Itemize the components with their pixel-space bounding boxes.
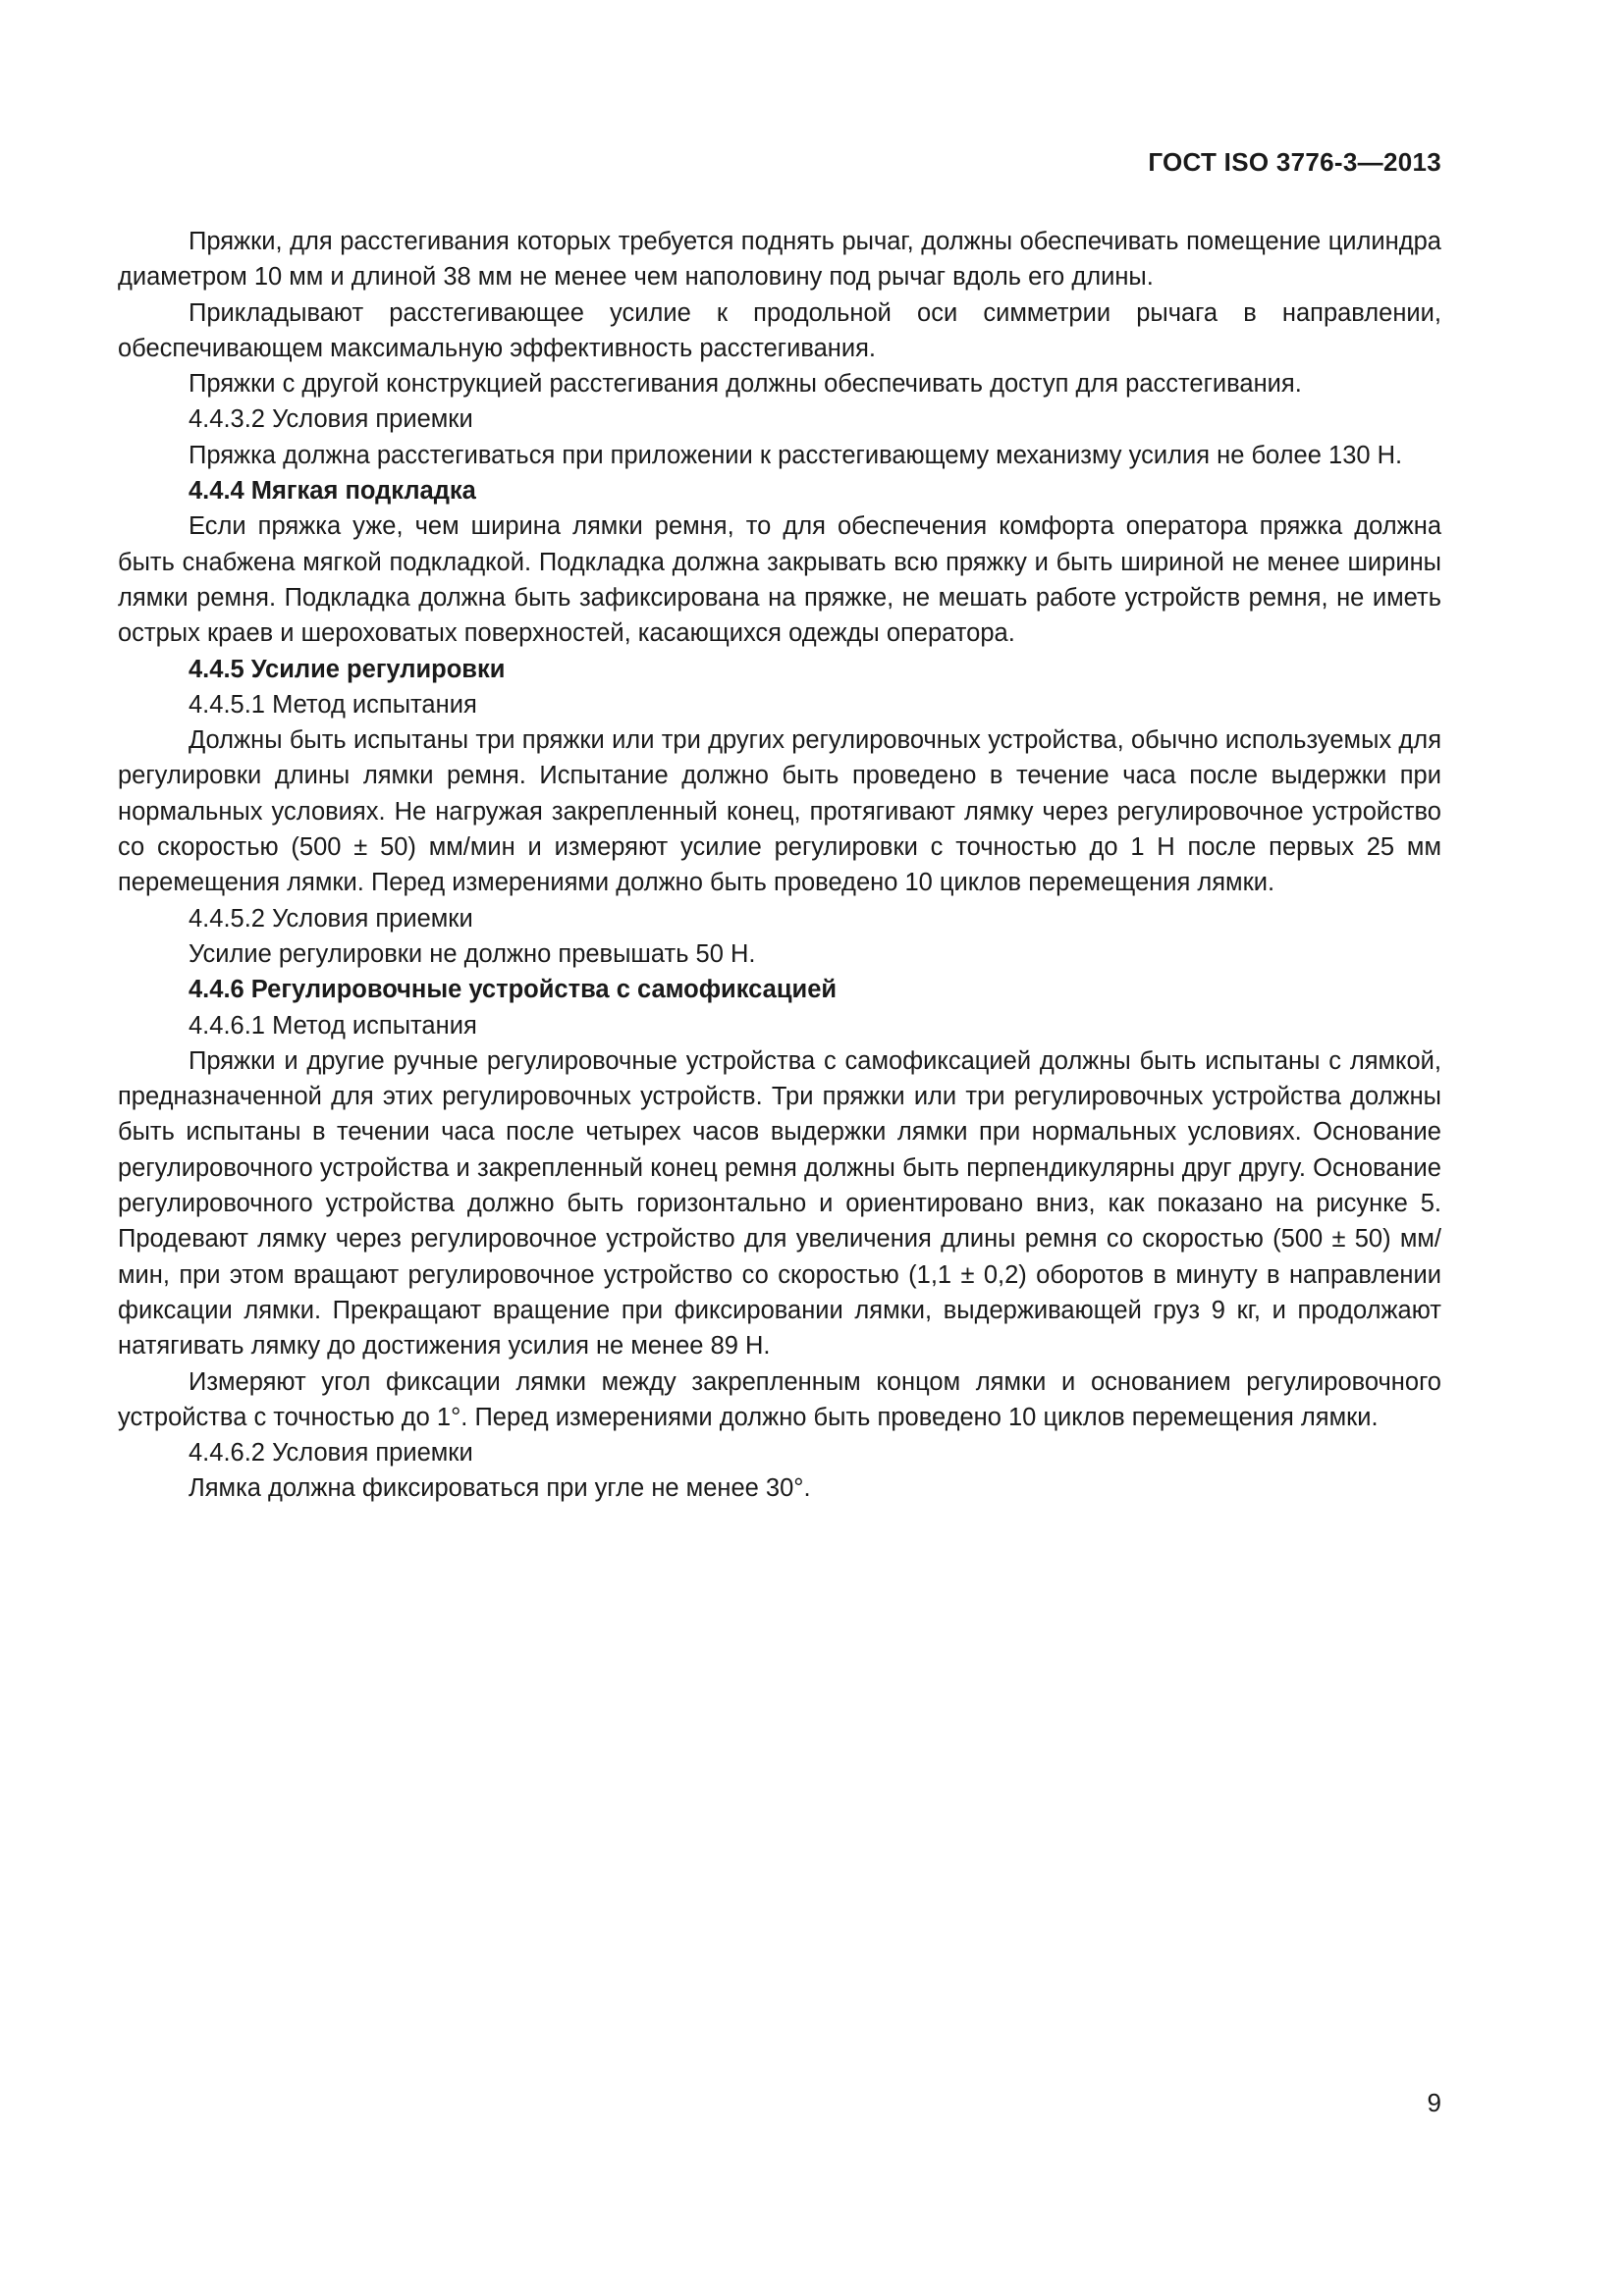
- document-header: ГОСТ ISO 3776-3—2013: [1148, 147, 1441, 177]
- paragraph: Если пряжка уже, чем ширина лямки ремня, то для обеспечения комфорта оператора пряжка должна быть снабжена мягкой подкладкой. Подкладка должна закрывать всю пряжку и быть шириной не менее ширины лямки ремня. Подкладка должна быть зафиксирована на пряжке, не мешать работе устройств ремня, не иметь острых краев и шероховатых поверхностей, касающихся одежды оператора.: [118, 512, 1441, 648]
- page-number: 9: [1427, 2088, 1441, 2117]
- subsection-title: 4.4.6.2 Условия приемки: [189, 1439, 473, 1468]
- paragraph: Пряжки, для расстегивания которых требуется поднять рычаг, должны обеспечивать помещение цилиндра диаметром 10 мм и длиной 38 мм не менее чем наполовину под рычаг вдоль его длины.: [118, 228, 1441, 292]
- paragraph: Лямка должна фиксироваться при угле не менее 30°.: [189, 1474, 811, 1503]
- paragraph: Должны быть испытаны три пряжки или три других регулировочных устройства, обычно используемых для регулировки длины лямки ремня. Испытание должно быть проведено в течение часа после выдержки при нормальных условиях. Не нагружая закрепленный конец, протягивают лямку через регулировочное устройство со скоростью (500 ± 50) мм/мин и измеряют усилие регулировки с точностью до 1 Н после первых 25 мм перемещения лямки. Перед измерениями должно быть проведено 10 циклов перемещения лямки.: [118, 726, 1441, 897]
- section-heading: 4.4.6 Регулировочные устройства с самофиксацией: [189, 976, 838, 1004]
- paragraph: Пряжки с другой конструкцией расстегивания должны обеспечивать доступ для расстегивания.: [189, 370, 1302, 399]
- subsection-title: 4.4.5.1 Метод испытания: [189, 690, 477, 719]
- paragraph: Измеряют угол фиксации лямки между закрепленным концом лямки и основанием регулировочного устройства с точностью до 1°. Перед измерениями должно быть проведено 10 циклов перемещения лямки.: [118, 1367, 1441, 1431]
- section-heading: 4.4.4 Мягкая подкладка: [189, 477, 476, 506]
- subsection-title: 4.4.6.1 Метод испытания: [189, 1011, 477, 1040]
- subsection-title: 4.4.3.2 Условия приемки: [189, 405, 473, 434]
- paragraph: Пряжки и другие ручные регулировочные устройства с самофиксацией должны быть испытаны с лямкой, предназначенной для этих регулировочных устройств. Три пряжки или три регулировочных устройства должны быть испытаны в течении часа после четырех часов выдержки лямки при нормальных условиях. Основание регулировочного устройства и закрепленный конец ремня должны быть перпендикулярны друг другу. Основание регулировочного устройства должно быть горизонтально и ориентировано вниз, как показано на рисунке 5. Продевают лямку через регулировочное устройство для увеличения длины ремня со скоростью (500 ± 50) мм/мин, при этом вращают регулировочное устройство со скоростью (1,1 ± 0,2) оборотов в минуту в направлении фиксации лямки. Прекращают вращение при фиксировании лямки, выдерживающей груз 9 кг, и продолжают натягивать лямку до достижения усилия не менее 89 Н.: [118, 1046, 1441, 1361]
- section-heading: 4.4.5 Усилие регулировки: [189, 655, 506, 683]
- subsection-title: 4.4.5.2 Условия приемки: [189, 904, 473, 933]
- document-body: [118, 224, 1441, 1507]
- paragraph: Пряжка должна расстегиваться при приложении к расстегивающему механизму усилия не более 130 Н.: [189, 441, 1403, 469]
- paragraph: Прикладывают расстегивающее усилие к продольной оси симметрии рычага в направлении, обеспечивающем максимальную эффективность расстегивания.: [118, 298, 1441, 362]
- paragraph: Усилие регулировки не должно превышать 50 Н.: [189, 939, 756, 968]
